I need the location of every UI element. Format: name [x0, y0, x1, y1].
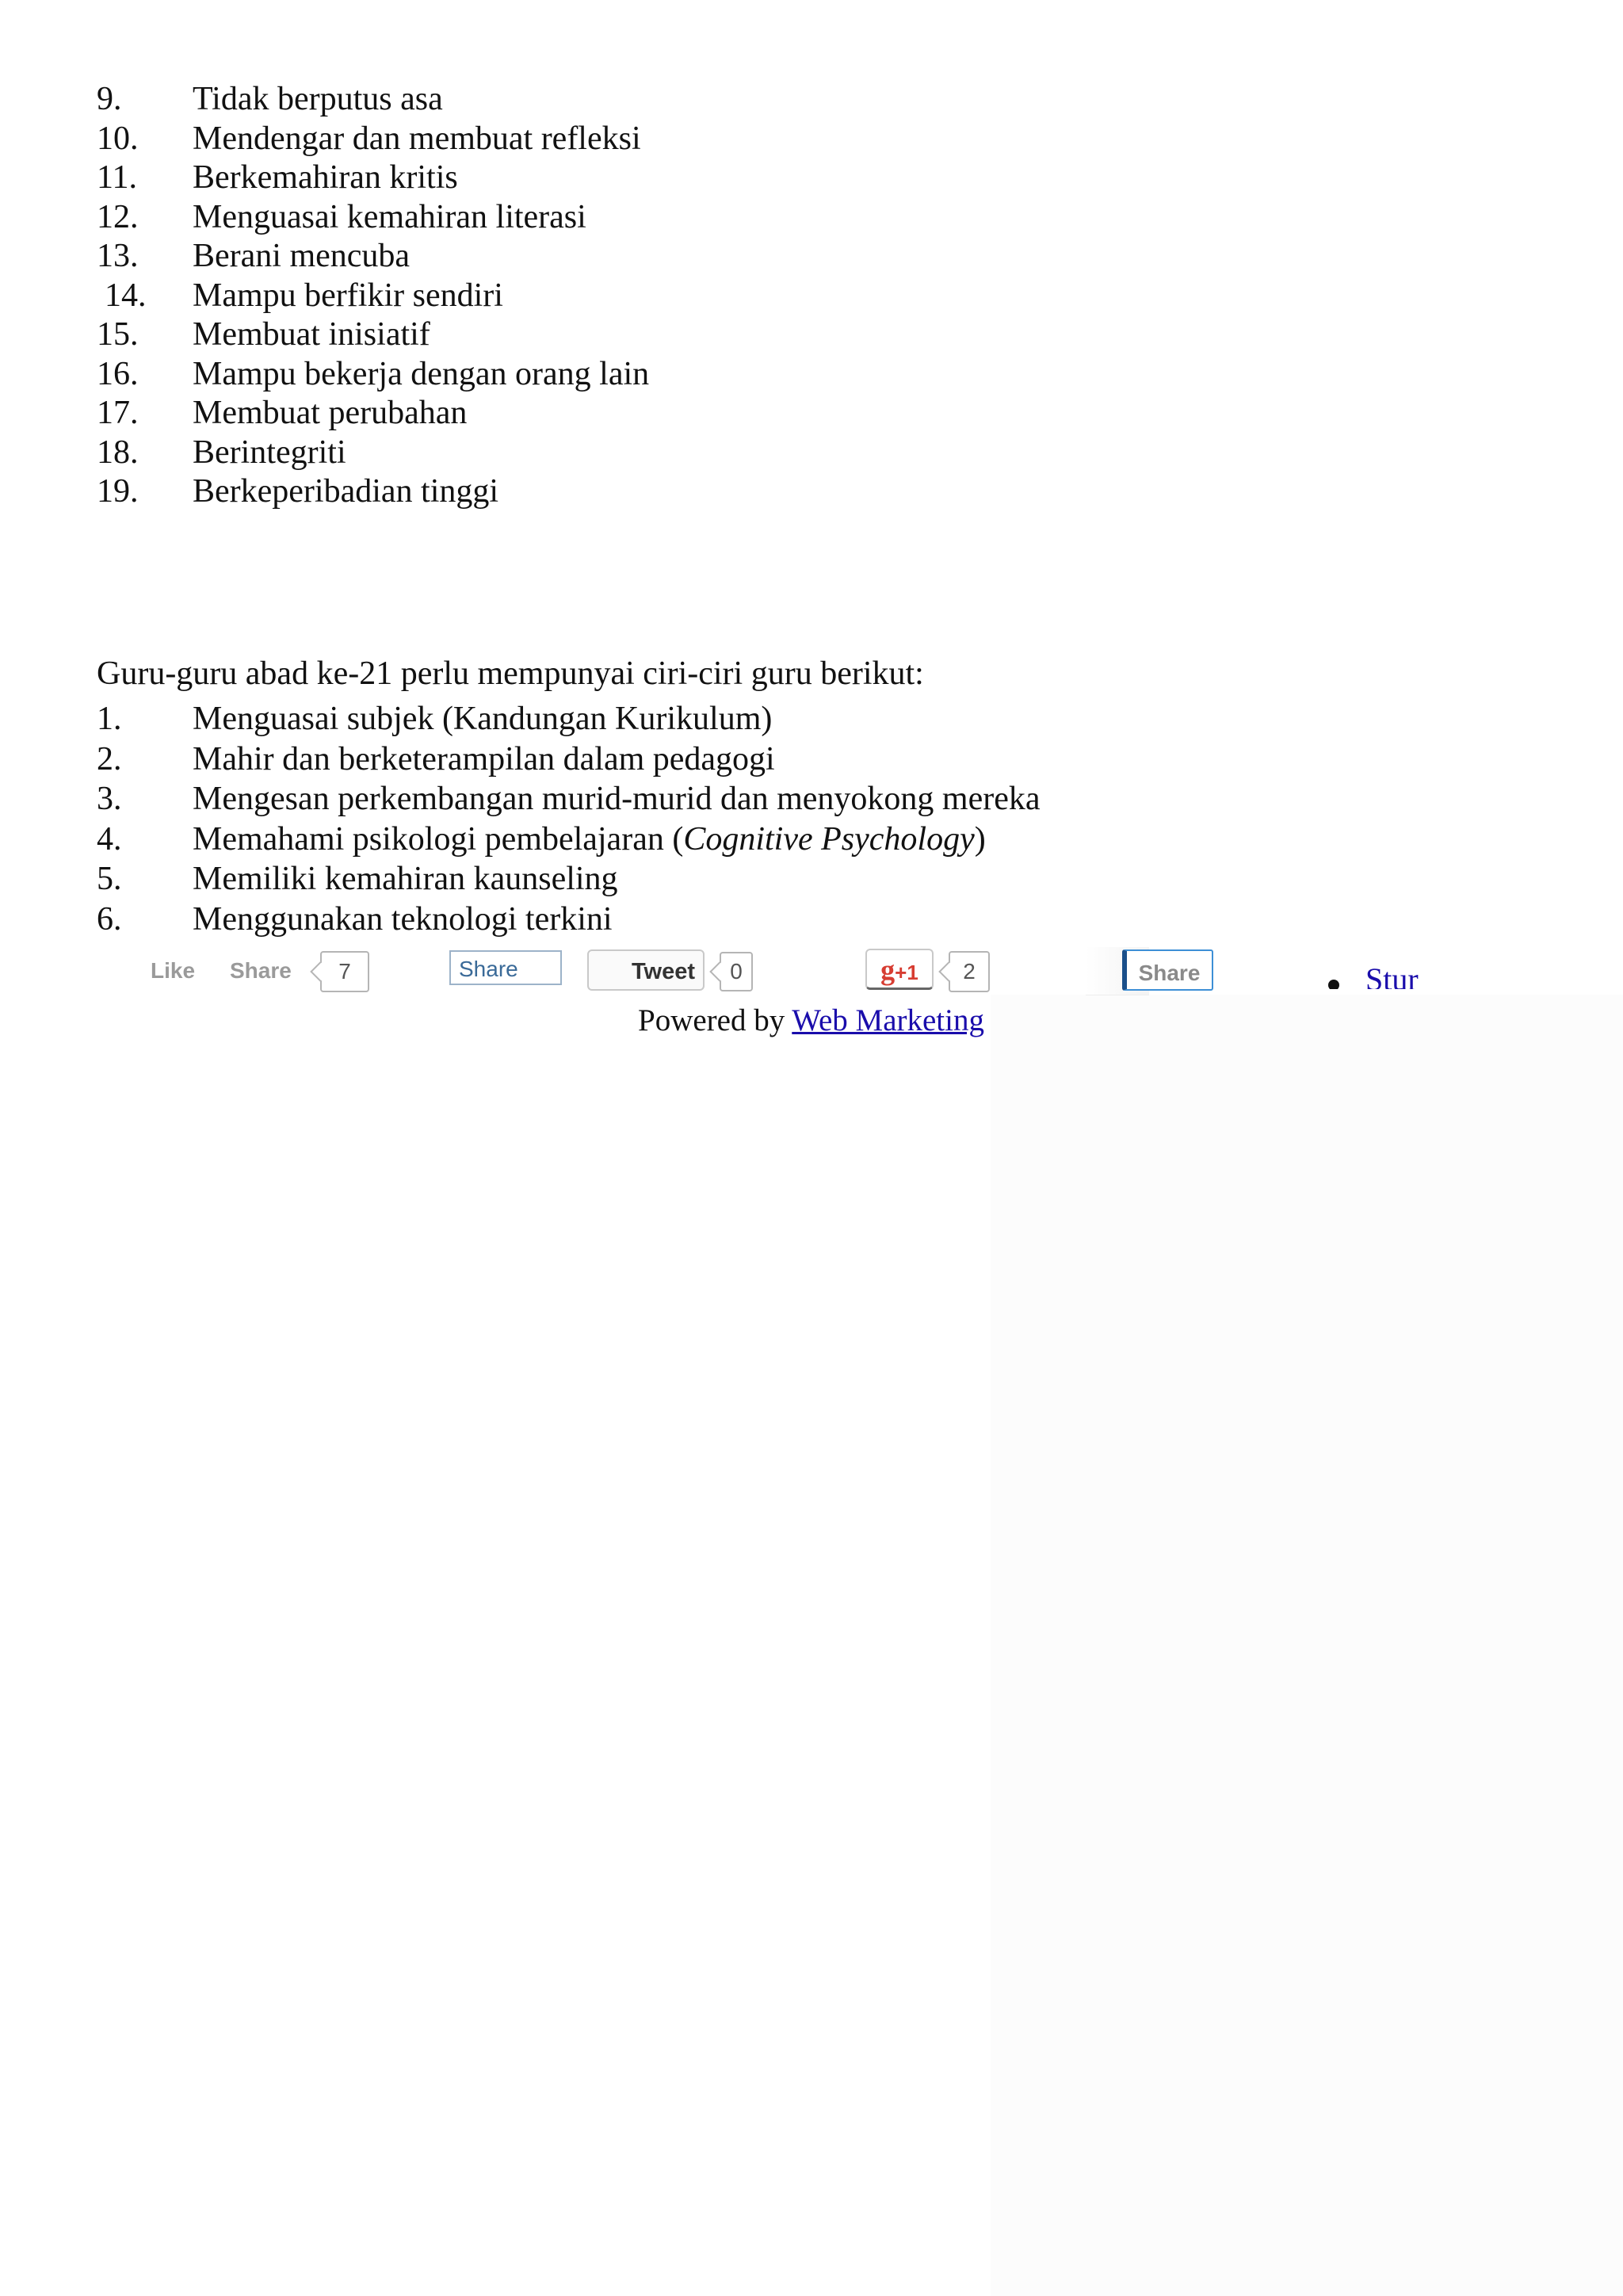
list-number: 9. — [97, 81, 122, 117]
list-number: 14. — [105, 277, 147, 314]
list-text: Membuat perubahan — [193, 395, 468, 431]
list-number: 16. — [97, 355, 139, 392]
list-number: 1. — [97, 701, 122, 737]
facebook-count-bubble: 7 — [320, 951, 369, 992]
list-text — [193, 819, 986, 860]
list-text: Menguasai subjek (Kandungan Kurikulum) — [193, 701, 773, 737]
list-text: Membuat inisiatif — [193, 316, 430, 353]
list-text: Menguasai kemahiran literasi — [193, 198, 586, 235]
linkedin-share-button[interactable]: Share — [449, 950, 562, 985]
list-number: 6. — [97, 900, 122, 938]
list-number: 18. — [97, 434, 139, 471]
google-plus-label: +1 — [895, 961, 918, 984]
list-text-start: Memahami psikologi pembelajaran ( — [193, 820, 684, 858]
list-number: 4. — [97, 820, 122, 858]
list-number: 10. — [97, 120, 139, 157]
google-plus-button[interactable] — [865, 949, 934, 990]
tweet-button[interactable]: Tweet — [587, 949, 705, 991]
list-text: Menggunakan teknologi terkini — [193, 900, 613, 938]
tweet-count-bubble: 0 — [720, 952, 753, 991]
list-text: Berintegriti — [193, 434, 346, 471]
list-number: 2. — [97, 740, 122, 777]
facebook-like-button[interactable]: Like — [151, 958, 196, 983]
list-text: Mengesan perkembangan murid-murid dan menyokong mereka — [193, 781, 1041, 817]
list-number: 11. — [97, 159, 137, 196]
list-text-italic: Cognitive Psychology — [683, 820, 975, 858]
list-text: Tidak berputus asa — [193, 81, 443, 117]
share-button[interactable]: Share — [1122, 949, 1213, 991]
list-text: Berkemahiran kritis — [193, 159, 458, 196]
list-text: Mampu berfikir sendiri — [193, 277, 503, 314]
list-number: 5. — [97, 861, 122, 897]
list-text: Mendengar dan membuat refleksi — [193, 120, 641, 157]
list-number: 3. — [97, 781, 122, 817]
list-number: 19. — [97, 473, 139, 510]
list-number: 12. — [97, 198, 139, 235]
google-plus-icon: g — [880, 954, 896, 986]
intro-paragraph: Guru-guru abad ke-21 perlu mempunyai ciri-ciri guru berikut: — [97, 655, 924, 692]
facebook-share-button[interactable]: Share — [230, 958, 292, 983]
list-text: Mahir dan berketerampilan dalam pedagogi — [193, 740, 775, 777]
clipped-link-text[interactable]: Stur — [1365, 961, 1419, 989]
list-text: Berani mencuba — [193, 238, 411, 274]
powered-by-label: Powered by — [638, 1003, 792, 1037]
powered-by-footer — [638, 1003, 984, 1039]
web-marketing-link[interactable]: Web Marketing — [792, 1003, 984, 1037]
list-text: Mampu bekerja dengan orang lain — [193, 355, 650, 392]
page-background-tint — [991, 995, 1623, 2296]
clipped-list-link — [1316, 961, 1442, 989]
bullet-icon — [1328, 980, 1339, 989]
list-number: 13. — [97, 238, 139, 274]
list-text-end: ) — [974, 820, 986, 858]
list-text: Memiliki kemahiran kaunseling — [193, 861, 618, 897]
google-plus-count-bubble: 2 — [949, 951, 990, 992]
list-number: 17. — [97, 395, 139, 431]
list-text: Berkeperibadian tinggi — [193, 473, 499, 510]
list-number: 15. — [97, 316, 139, 353]
